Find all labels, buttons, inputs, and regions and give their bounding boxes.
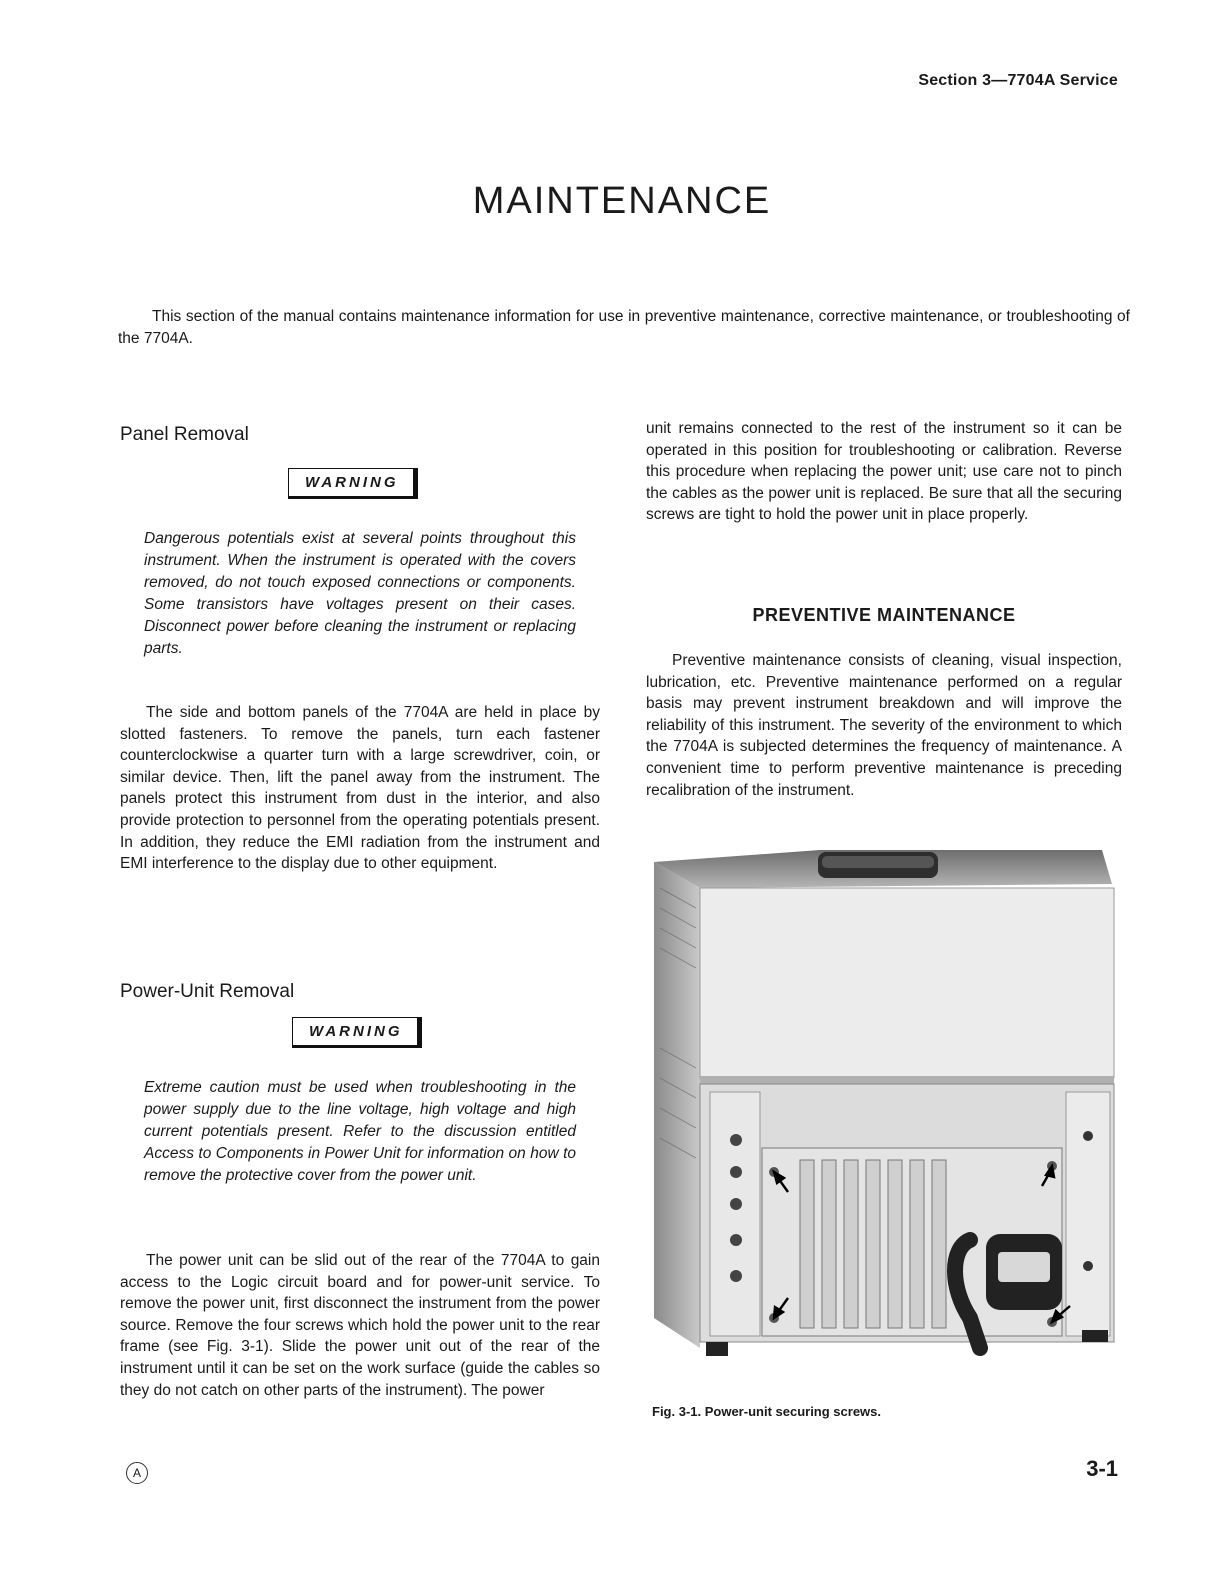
panel-removal-warning-box — [288, 468, 418, 499]
power-unit-warning-text: Extreme caution must be used when troubleshooting in the power supply due to the line voltage, high voltage and high current potentials present. Refer to the discussion entitled Access to Components in Power Unit for information on how to remove the protective cover from the power unit. — [144, 1079, 576, 1184]
figure-caption: Fig. 3-1. Power-unit securing screws. — [652, 1404, 882, 1419]
revision-mark: A — [126, 1462, 148, 1484]
power-unit-removal-body: The power unit can be slid out of the rear of the 7704A to gain access to the Logic circuit board and for power-unit service. To remove the power unit, first disconnect the instrument from the power source. Remove the four screws which hold the power unit to the rear frame (see Fig. 3-1). Slide the power unit out of the rear of the instrument until it can be set on the work surface (guide the cables so they do not catch on other parts of the instrument). The power — [120, 1252, 600, 1399]
intro-paragraph — [118, 306, 1130, 350]
panel-removal-body: The side and bottom panels of the 7704A are held in place by slotted fasteners. To remove the panels, turn each fastener counterclockwise a quarter turn with a large screwdriver, coin, or similar device. Then, lift the panel away from the instrument. The panels protect this instrument from dust in the interior, and also provide protection to personnel from the operating potentials present. In addition, they reduce the EMI radiation from the instrument and EMI interference to the display due to other equipment. — [120, 704, 600, 873]
intro-text: This section of the manual contains maintenance information for use in preventive maintenance, corrective maintenance, or troubleshooting of the 7704A. — [118, 308, 1130, 347]
connector-strip — [710, 1092, 760, 1336]
power-unit-removal-heading: Power-Unit Removal — [120, 981, 295, 1002]
warning-label: WARNING — [288, 468, 418, 499]
preventive-maintenance-body: Preventive maintenance consists of cleaning, visual inspection, lubrication, etc. Preventive maintenance performed on a regular basis may prevent instrument breakdown and will improve the reliability of this instrument. The severity of the environment to which the 7704A is subjected determines the frequency of maintenance. A convenient time to perform preventive maintenance is preceding recalibration of the instrument. — [646, 652, 1122, 799]
upper-rear-panel — [700, 888, 1114, 1078]
side-panel — [654, 862, 700, 1348]
panel-removal-heading: Panel Removal — [120, 424, 249, 445]
page-title: MAINTENANCE — [472, 180, 772, 222]
heat-sink — [800, 1160, 946, 1328]
page-number: 3-1 — [1086, 1456, 1118, 1481]
warning-label: WARNING — [292, 1017, 422, 1048]
instrument-rear-illustration — [650, 848, 1122, 1360]
figure-power-unit-photo — [650, 848, 1122, 1360]
preventive-maintenance-heading: PREVENTIVE MAINTENANCE — [752, 605, 1016, 625]
power-unit-removal-continuation: unit remains connected to the rest of the instrument so it can be operated in this position for troubleshooting or calibration. Reverse this procedure when replacing the power unit; use care not to pinch the cables as the power unit is replaced. Be sure that all the securing screws are tight to hold the power unit in place properly. — [646, 420, 1122, 524]
power-unit-warning-box — [292, 1017, 422, 1048]
panel-removal-warning-text: Dangerous potentials exist at several points throughout this instrument. When the instrument is operated with the covers removed, do not touch exposed connections or components. Some transistors have voltages present on their cases. Disconnect power before cleaning the instrument or replacing parts. — [144, 530, 576, 657]
section-header: Section 3—7704A Service — [918, 72, 1118, 89]
